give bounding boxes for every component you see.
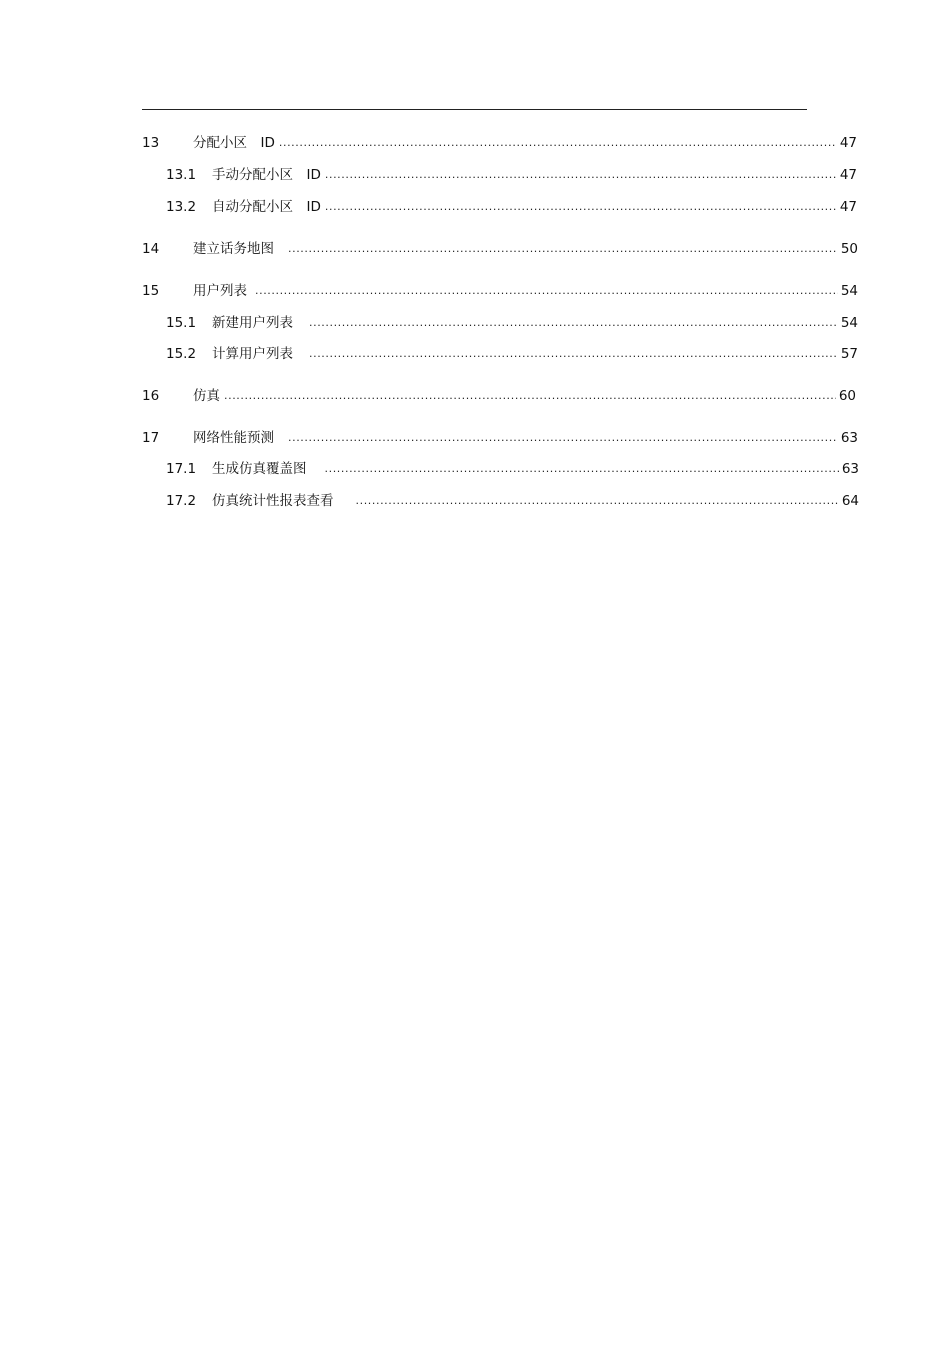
toc-entry-number: 13.1 — [166, 167, 197, 183]
toc-entry-page: 57 — [840, 346, 858, 362]
toc-dot-leader — [309, 313, 838, 333]
toc-dot-leader — [325, 165, 837, 185]
toc-entry-13[interactable] — [142, 133, 857, 153]
toc-entry-number: 15.1 — [166, 315, 197, 331]
toc-entry-number: 17 — [142, 430, 160, 446]
toc-dot-leader — [325, 459, 839, 479]
toc-entry-title: 建立话务地图 — [193, 241, 274, 257]
toc-entry-title: 生成仿真覆盖图 — [212, 461, 307, 477]
toc-entry-17[interactable] — [142, 428, 858, 448]
toc-entry-13-1[interactable] — [166, 165, 857, 185]
toc-dot-leader — [288, 239, 838, 259]
toc-entry-title: 用户列表 — [193, 283, 247, 299]
toc-entry-page: 63 — [841, 461, 859, 477]
toc-entry-title: 网络性能预测 — [193, 430, 274, 446]
toc-entry-page: 54 — [840, 283, 858, 299]
toc-dot-leader — [224, 386, 836, 406]
toc-entry-number: 14 — [142, 241, 160, 257]
toc-dot-leader — [356, 491, 839, 511]
toc-entry-number: 17.2 — [166, 493, 197, 509]
toc-entry-14[interactable] — [142, 239, 858, 259]
toc-entry-title: 仿真 — [193, 388, 220, 404]
toc-entry-number: 16 — [142, 388, 160, 404]
toc-entry-page: 47 — [839, 199, 857, 215]
toc-entry-title: 自动分配小区 ID — [212, 199, 321, 215]
toc-entry-page: 54 — [840, 315, 858, 331]
toc-entry-title: 手动分配小区 ID — [212, 167, 321, 183]
toc-entry-17-2[interactable] — [166, 491, 859, 511]
toc-dot-leader — [255, 281, 838, 301]
toc-entry-title: 仿真统计性报表查看 — [212, 493, 334, 509]
toc-entry-number: 13 — [142, 135, 160, 151]
toc-entry-page: 47 — [839, 135, 857, 151]
toc-entry-page: 47 — [839, 167, 857, 183]
toc-dot-leader — [325, 197, 837, 217]
toc-entry-15-2[interactable] — [166, 344, 858, 364]
toc-entry-15[interactable] — [142, 281, 858, 301]
toc-entry-title: 计算用户列表 — [212, 346, 293, 362]
toc-entry-page: 63 — [840, 430, 858, 446]
toc-entry-page: 64 — [841, 493, 859, 509]
toc-entry-17-1[interactable] — [166, 459, 859, 479]
toc-entry-page: 60 — [838, 388, 856, 404]
toc-entry-title: 分配小区 ID — [193, 135, 275, 151]
toc-entry-13-2[interactable] — [166, 197, 857, 217]
toc-entry-title: 新建用户列表 — [212, 315, 293, 331]
toc-entry-15-1[interactable] — [166, 313, 858, 333]
toc-entry-number: 15 — [142, 283, 160, 299]
toc-entry-page: 50 — [840, 241, 858, 257]
toc-entry-number: 15.2 — [166, 346, 197, 362]
toc-entry-number: 17.1 — [166, 461, 197, 477]
toc-dot-leader — [279, 133, 837, 153]
toc-entry-16[interactable] — [142, 386, 856, 406]
toc-entry-number: 13.2 — [166, 199, 197, 215]
toc-dot-leader — [309, 344, 838, 364]
toc-dot-leader — [288, 428, 838, 448]
